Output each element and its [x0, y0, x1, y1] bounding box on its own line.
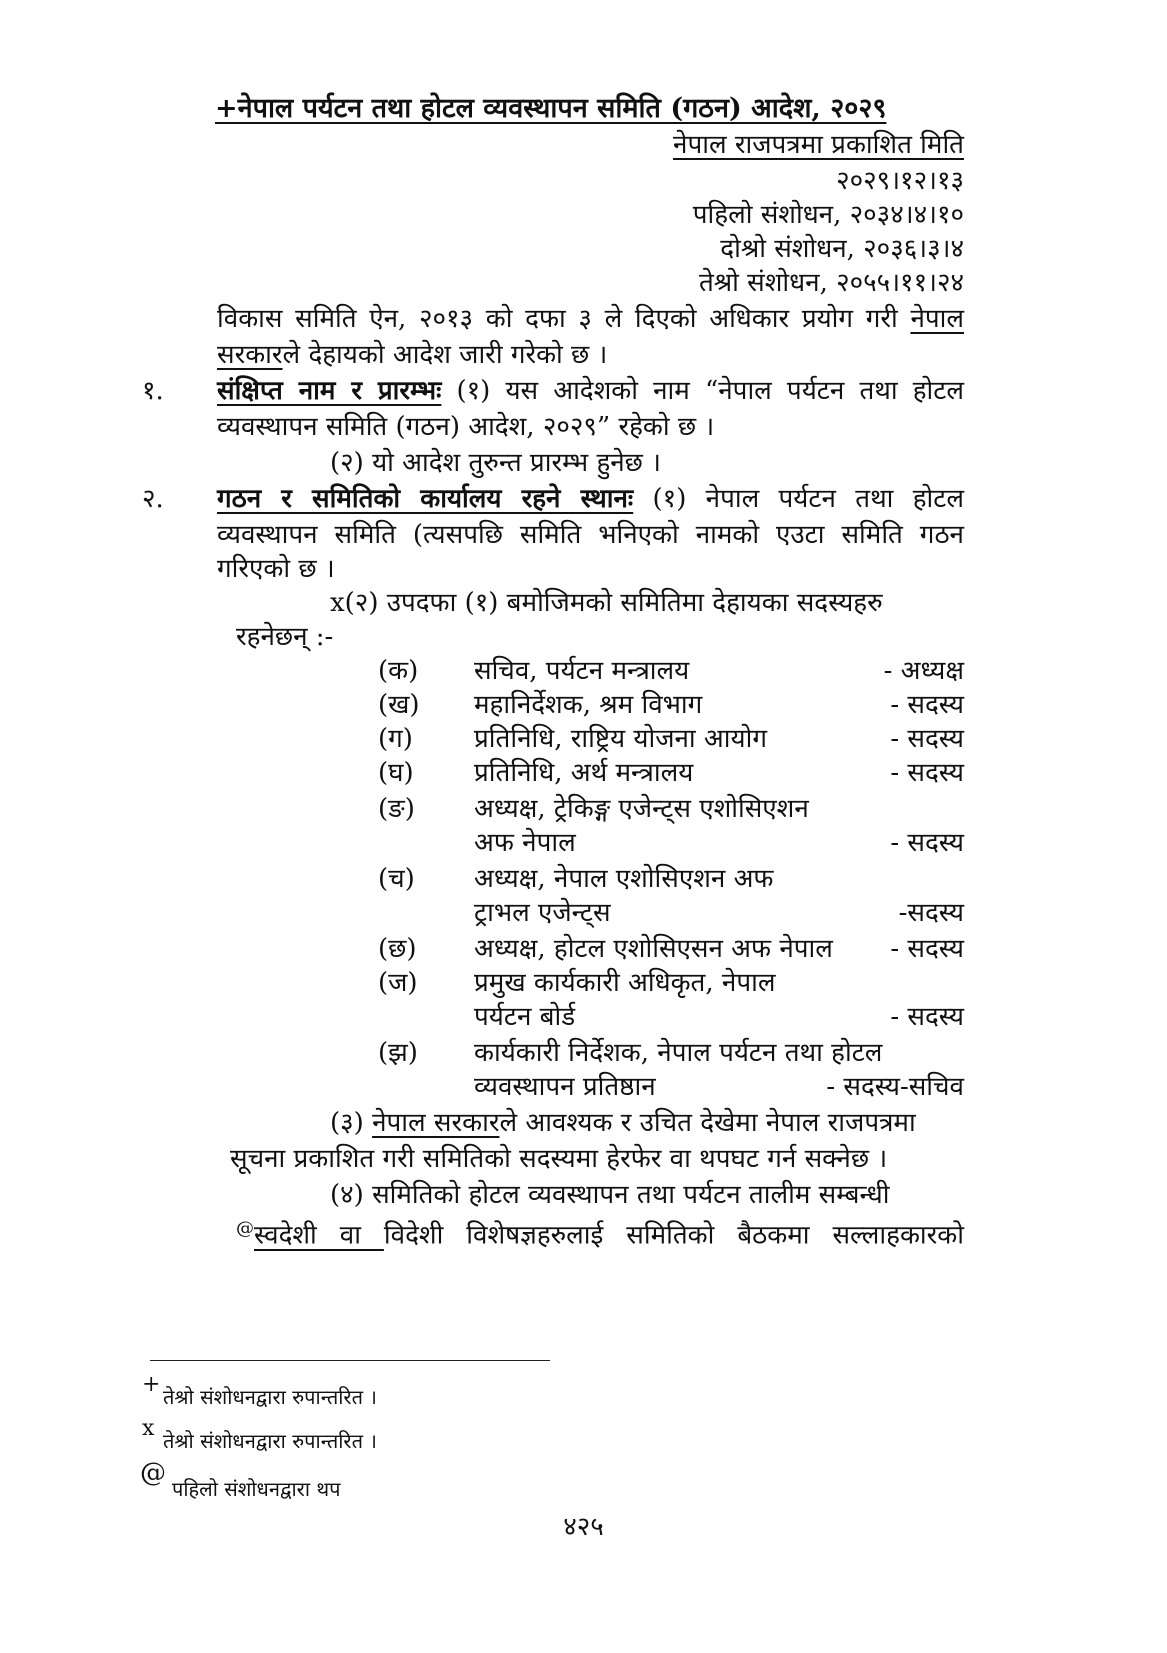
subsection-3-text: ले आवश्यक र उचित देखेमा नेपाल राजपत्रमा	[499, 1108, 916, 1138]
section-1-line-1	[217, 374, 964, 408]
subsection-4-mark: @	[236, 1218, 254, 1239]
member-key: (क)	[378, 656, 419, 686]
section-2-subsection-4: (४) समितिको होटल व्यवस्थापन तथा पर्यटन तालीम सम्बन्धी	[330, 1180, 890, 1210]
member-title: प्रतिनिधि, अर्थ मन्त्रालय	[474, 758, 694, 788]
member-title-cont: ट्राभल एजेन्ट्स	[474, 898, 611, 928]
section-2-heading: गठन र समितिको कार्यालय रहने स्थानः	[217, 484, 634, 514]
section-2-subsection-2-cont: रहनेछन् :-	[236, 622, 334, 652]
section-1-text: (१) यस आदेशको नाम “नेपाल पर्यटन तथा होटल	[456, 376, 965, 406]
member-role: - अध्यक्ष	[883, 656, 964, 686]
section-2-line-2: व्यवस्थापन समिति (त्यसपछि समिति भनिएको नामको एउटा समिति गठन	[217, 520, 964, 550]
footnote-text: तेश्रो संशोधनद्वारा रुपान्तरित ।	[163, 1429, 377, 1453]
member-title: अध्यक्ष, होटल एशोसिएसन अफ नेपाल	[474, 934, 833, 964]
title-text: +नेपाल पर्यटन तथा होटल व्यवस्थापन समिति (गठन) आदेश, २०२९	[215, 93, 887, 124]
third-amendment: तेश्रो संशोधन, २०५५।११।२४	[698, 268, 964, 298]
section-2-subsection-3	[330, 1106, 916, 1140]
subsection-4-text: विदेशी विशेषज्ञहरुलाई समितिको बैठकमा सल्लाहकारको	[383, 1220, 964, 1251]
member-title-cont: व्यवस्थापन प्रतिष्ठान	[474, 1072, 656, 1102]
member-key: (ङ)	[378, 794, 415, 824]
member-title: अध्यक्ष, ट्रेकिङ्ग एजेन्ट्स एशोसिएशन	[474, 794, 809, 824]
member-role: -सदस्य	[898, 898, 964, 928]
member-title: प्रतिनिधि, राष्ट्रिय योजना आयोग	[474, 724, 767, 754]
member-role: - सदस्य	[890, 758, 964, 788]
footnote-divider	[150, 1360, 550, 1361]
section-2-subsection-4-cont	[236, 1212, 964, 1253]
member-role: - सदस्य-सचिव	[826, 1072, 964, 1102]
section-2-line-3: गरिएको छ ।	[217, 554, 335, 584]
preamble-rest: ले देहायको आदेश जारी गरेको छ ।	[282, 340, 608, 370]
member-title: कार्यकारी निर्देशक, नेपाल पर्यटन तथा होटल	[474, 1038, 883, 1068]
section-1-subsection-2: (२) यो आदेश तुरुन्त प्रारम्भ हुनेछ ।	[330, 448, 662, 478]
subsection-3-number: (३)	[330, 1108, 364, 1138]
second-amendment: दोश्रो संशोधन, २०३६।३।४	[720, 234, 964, 264]
section-2-text: (१) नेपाल पर्यटन तथा होटल	[652, 484, 965, 514]
page-number: ४२५	[563, 1512, 604, 1542]
footnote-mark: x	[142, 1416, 155, 1441]
member-role: - सदस्य	[890, 690, 964, 720]
member-title: प्रमुख कार्यकारी अधिकृत, नेपाल	[474, 968, 776, 998]
member-title: अध्यक्ष, नेपाल एशोसिएशन अफ	[474, 864, 774, 894]
member-role: - सदस्य	[890, 724, 964, 754]
footnote-text: पहिलो संशोधनद्वारा थप	[172, 1477, 341, 1501]
gazette-label: नेपाल राजपत्रमा प्रकाशित मिति	[673, 130, 964, 160]
footnote-text: तेश्रो संशोधनद्वारा रुपान्तरित ।	[163, 1385, 377, 1409]
member-title: महानिर्देशक, श्रम विभाग	[474, 690, 703, 720]
member-key: (झ)	[378, 1038, 418, 1068]
section-1-heading: संक्षिप्त नाम र प्रारम्भः	[217, 376, 442, 406]
member-key: (ग)	[378, 724, 413, 754]
preamble-line-2	[217, 338, 607, 372]
member-title-cont: पर्यटन बोर्ड	[474, 1002, 576, 1032]
section-2-line-1	[217, 482, 964, 516]
order-title	[215, 92, 886, 126]
member-key: (च)	[378, 864, 415, 894]
section-2-subsection-2: x(२) उपदफा (१) बमोजिमको समितिमा देहायका सदस्यहरु	[330, 588, 883, 618]
member-title: सचिव, पर्यटन मन्त्रालय	[474, 656, 690, 686]
member-key: (ज)	[378, 968, 418, 998]
member-role: - सदस्य	[890, 1002, 964, 1032]
footnote-mark: +	[142, 1372, 161, 1397]
member-key: (छ)	[378, 934, 417, 964]
member-role: - सदस्य	[890, 934, 964, 964]
member-role: - सदस्य	[890, 828, 964, 858]
subsection-3-sarkar: नेपाल सरकार	[372, 1108, 500, 1138]
section-2-subsection-3-cont: सूचना प्रकाशित गरी समितिको सदस्यमा हेरफेर वा थपघट गर्न सक्नेछ ।	[230, 1144, 888, 1174]
member-key: (घ)	[378, 758, 414, 788]
preamble-nepal: नेपाल	[910, 304, 964, 334]
section-1-number: १.	[142, 376, 164, 406]
section-2-number: २.	[142, 484, 164, 514]
subsection-4-underlined: स्वदेशी वा	[254, 1220, 384, 1251]
preamble-text: विकास समिति ऐन, २०१३ को दफा ३ ले दिएको अधिकार प्रयोग गरी	[217, 304, 898, 334]
preamble-line-1	[217, 302, 964, 336]
gazette-date: २०२९।१२।१३	[836, 166, 964, 196]
preamble-sarkar: सरकार	[217, 340, 283, 370]
first-amendment: पहिलो संशोधन, २०३४।४।१०	[692, 200, 964, 230]
footnote-mark: @	[140, 1458, 166, 1488]
section-1-line-2: व्यवस्थापन समिति (गठन) आदेश, २०२९” रहेको छ ।	[217, 412, 715, 442]
member-title-cont: अफ नेपाल	[474, 828, 576, 858]
member-key: (ख)	[378, 690, 420, 720]
